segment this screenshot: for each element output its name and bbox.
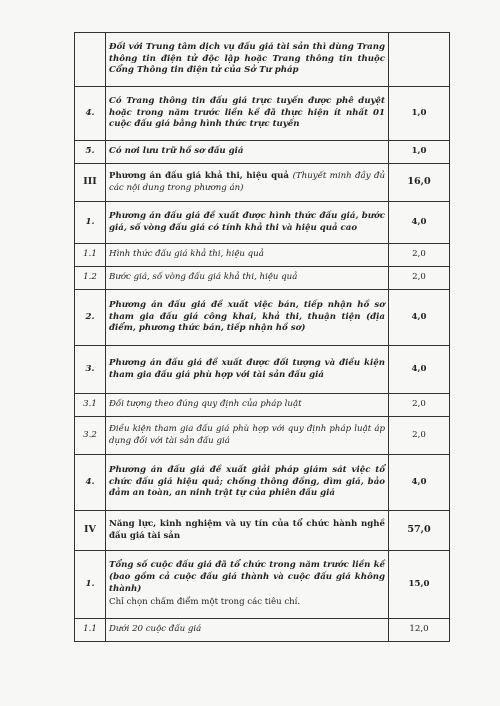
score-cell: 16,0	[389, 164, 450, 202]
table-row	[75, 141, 450, 164]
row-number: 1.1	[75, 619, 106, 642]
criterion-text: Có nơi lưu trữ hồ sơ đấu giá	[106, 141, 389, 164]
section-number: IV	[75, 511, 106, 551]
score-cell: 4,0	[389, 202, 450, 244]
criterion-text: Hình thức đấu giá khả thi, hiệu quả	[106, 244, 389, 267]
row-number: 1.1	[75, 244, 106, 267]
table-row	[75, 551, 450, 619]
table-row	[75, 202, 450, 244]
table-row	[75, 394, 450, 417]
row-number: 5.	[75, 141, 106, 164]
table-row	[75, 164, 450, 202]
score-cell: 1,0	[389, 87, 450, 141]
criterion-text: Phương án đấu giá đề xuất việc bán, tiếp nhận hồ sơ tham gia đấu giá công khai, khả thi, thuận tiện (địa điểm, phương thức bán, tiếp nhận hồ sơ)	[106, 290, 389, 346]
row-number: 1.2	[75, 267, 106, 290]
criterion-text: Phương án đấu giá đề xuất được đối tượng và điều kiện tham gia đấu giá phù hợp với tài sản đấu giá	[106, 346, 389, 394]
score-cell: 2,0	[389, 417, 450, 455]
criterion-text: Phương án đấu giá đề xuất giải pháp giám sát việc tổ chức đấu giá hiệu quả; chống thông đồng, dìm giá, bảo đảm an toàn, an ninh trật tự của phiên đấu giá	[106, 455, 389, 511]
criterion-text: Tổng số cuộc đấu giá đã tổ chức trong năm trước liền kề (bao gồm cả cuộc đấu giá thành và cuộc đấu giá không thành)	[109, 560, 385, 594]
score-cell: 57,0	[389, 511, 450, 551]
section-title: Năng lực, kinh nghiệm và uy tín của tổ chức hành nghề đấu giá tài sản	[106, 511, 389, 551]
row-number: 3.2	[75, 417, 106, 455]
criterion-text: Đối tượng theo đúng quy định của pháp luật	[106, 394, 389, 417]
row-number: 4.	[75, 455, 106, 511]
criterion-text: Đối với Trung tâm dịch vụ đấu giá tài sản thì dùng Trang thông tin điện tử độc lập hoặc Trang thông tin thuộc Cổng Thông tin điện tử của Sở Tư pháp	[106, 33, 389, 87]
row-number	[75, 33, 106, 87]
score-cell: 4,0	[389, 455, 450, 511]
table-row	[75, 267, 450, 290]
scoring-criteria-table	[74, 32, 450, 642]
score-cell	[389, 33, 450, 87]
row-number: 3.1	[75, 394, 106, 417]
criterion-text: Điều kiện tham gia đấu giá phù hợp với quy định pháp luật áp dụng đối với tài sản đấu giá	[106, 417, 389, 455]
score-cell: 2,0	[389, 394, 450, 417]
criterion-text: Dưới 20 cuộc đấu giá	[106, 619, 389, 642]
criterion-text: Phương án đấu giá đề xuất được hình thức đấu giá, bước giá, số vòng đấu giá có tính khả thi và hiệu quả cao	[106, 202, 389, 244]
score-cell: 12,0	[389, 619, 450, 642]
table-row	[75, 619, 450, 642]
table-row	[75, 290, 450, 346]
table-row	[75, 346, 450, 394]
section-title	[106, 164, 389, 202]
row-number: 2.	[75, 290, 106, 346]
row-number: 1.	[75, 202, 106, 244]
criterion-cell	[106, 551, 389, 619]
table-row	[75, 33, 450, 87]
score-cell: 15,0	[389, 551, 450, 619]
table-row	[75, 87, 450, 141]
score-cell: 1,0	[389, 141, 450, 164]
table-row	[75, 511, 450, 551]
table-row	[75, 244, 450, 267]
criterion-text: Có Trang thông tin đấu giá trực tuyến được phê duyệt hoặc trong năm trước liền kề đã thực hiện ít nhất 01 cuộc đấu giá bằng hình thức trực tuyến	[106, 87, 389, 141]
row-number: 3.	[75, 346, 106, 394]
table-row	[75, 455, 450, 511]
score-cell: 2,0	[389, 244, 450, 267]
row-number: 4.	[75, 87, 106, 141]
table-row	[75, 417, 450, 455]
score-cell: 4,0	[389, 346, 450, 394]
section-number: III	[75, 164, 106, 202]
row-number: 1.	[75, 551, 106, 619]
section-title-text: Phương án đấu giá khả thi, hiệu quả	[109, 170, 289, 181]
score-cell: 2,0	[389, 267, 450, 290]
section-note: (Thuyết minh đầy đủ các nội dung trong phương án)	[109, 170, 385, 193]
score-cell: 4,0	[389, 290, 450, 346]
criterion-note: Chỉ chọn chấm điểm một trong các tiêu chí.	[109, 597, 301, 608]
criterion-text: Bước giá, số vòng đấu giá khả thi, hiệu quả	[106, 267, 389, 290]
